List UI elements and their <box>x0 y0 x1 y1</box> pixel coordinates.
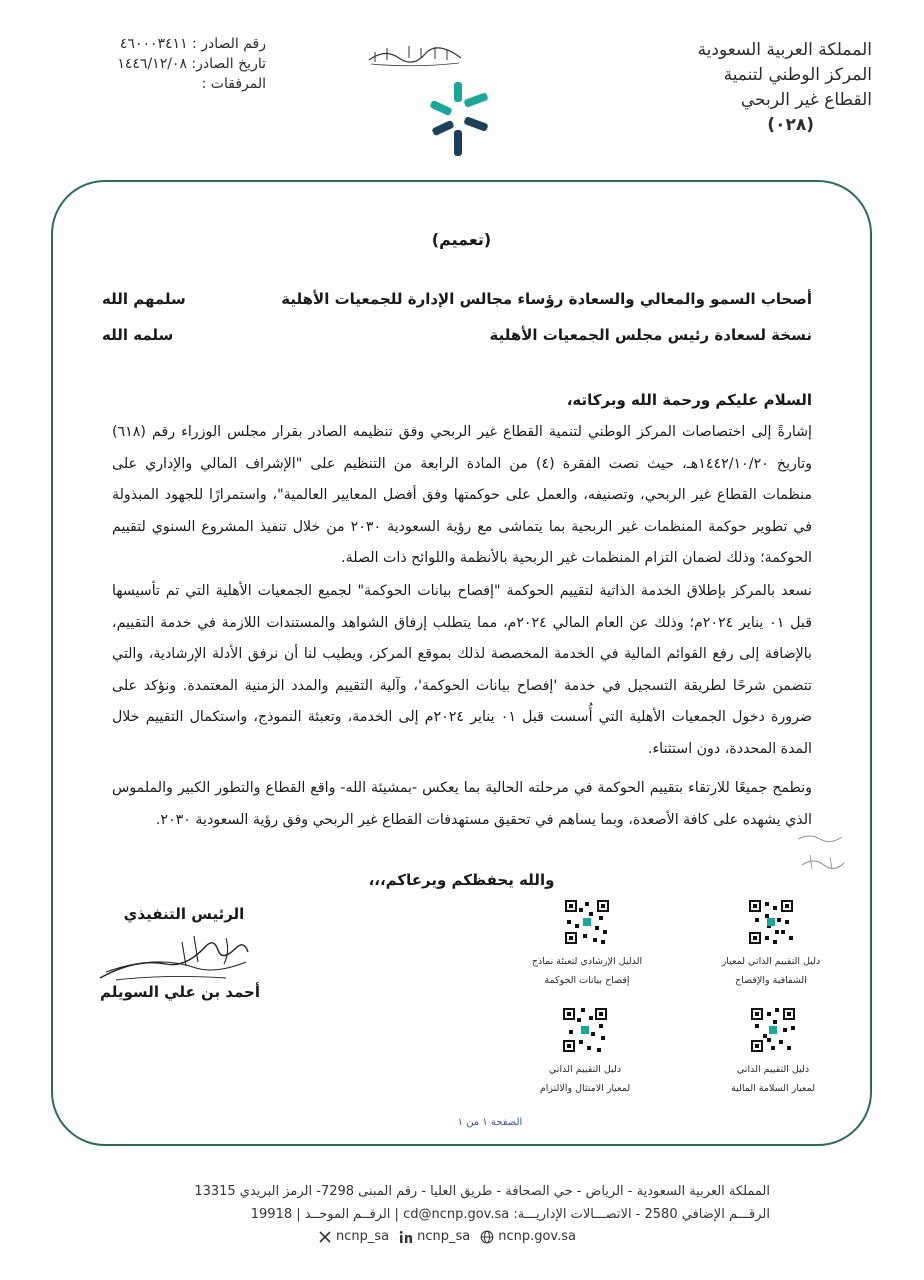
qr-caption-line-1: دليل التقييم الذاتي لمعيار <box>721 956 821 967</box>
addressee-row <box>102 290 812 312</box>
org-name-line-2: القطاع غير الربحي <box>740 90 872 110</box>
addressee-row <box>102 326 812 348</box>
signer-name: أحمد بن علي السويلم <box>100 983 260 1001</box>
social-linkedin-handle: ncnp_sa <box>417 1229 471 1244</box>
qr-code-icon <box>563 898 611 946</box>
attachments: المرفقات : <box>201 76 266 92</box>
body-paragraph: إشارةً إلى اختصاصات المركز الوطني لتنمية القطاع غير الربحي وفق تنظيمه الصادر بقرار مجلس الوزراء رقم (٦١٨) وتاريخ ١٤٤٢/١٠/٢٠هـ، حيث نصت الفقرة (٤) من المادة الرابعة من التنظيم على "الإشراف المالي والإداري على منظمات القطاع غير الربحي، وتصنيفه، والعمل على حوكمتها وفق أفضل المعايير العالمية"، واستمرارًا للجهود المبذولة في تطوير حوكمة المنظمات غير الربحية بما يتماشى مع رؤية السعودية ٢٠٣٠ من خلال تنفيذ المشروع السنوي لتقييم الحوكمة؛ وذلك لضمان التزام المنظمات غير الربحية بالأنظمة واللوائح ذات الصلة. <box>112 424 813 566</box>
handwritten-margin-note <box>790 829 850 877</box>
qr-guide-financial-safety[interactable] <box>698 1006 848 1098</box>
qr-caption-line-1: الدليل الإرشادي لتعبئة نماذج <box>531 956 643 967</box>
qr-code-icon <box>561 1006 609 1054</box>
footer-address: المملكة العربية السعودية - الرياض - حي الصحافة - طريق العليا - رقم المبنى 7298- الرمز البريدي 13315 <box>194 1184 770 1199</box>
qr-code-icon <box>747 898 795 946</box>
qr-guide-transparency[interactable] <box>696 898 846 990</box>
qr-guide-compliance[interactable] <box>510 1006 660 1098</box>
handwritten-signature <box>96 928 256 986</box>
reference-block <box>70 34 266 94</box>
addressee-greeting: سلمه الله <box>102 326 174 344</box>
qr-caption-line-2: لمعيار الامتثال والالتزام <box>539 1083 631 1094</box>
footer-contacts: الرقـــم الإضافي 2580 - الاتصـــالات الإداريـــة: cd@ncnp.gov.sa | الرقــم الموحــد | 19918 <box>250 1207 770 1222</box>
memo-title: (تعميم) <box>431 230 492 249</box>
qr-caption-line-2: الشفافية والإفصاح <box>735 975 807 986</box>
addressee-greeting: سلمهم الله <box>102 290 186 308</box>
globe-icon <box>480 1230 494 1244</box>
closing-line: والله يحفظكم ويرعاكم،،، <box>368 871 555 889</box>
org-name-line-1: المركز الوطني لتنمية <box>723 65 872 85</box>
x-icon <box>318 1230 332 1244</box>
qr-caption-line-1: دليل التقييم الذاتي <box>736 1064 810 1075</box>
basmala-calligraphy <box>365 38 465 68</box>
org-code: (٠٢٨) <box>767 115 814 135</box>
social-x-link[interactable] <box>318 1227 389 1247</box>
qr-guide-disclosure-forms[interactable] <box>512 898 662 990</box>
linkedin-icon <box>399 1230 413 1244</box>
social-linkedin-link[interactable] <box>399 1227 470 1247</box>
addressee-text: أصحاب السمو والمعالي والسعادة رؤساء مجالس الإدارة للجمعيات الأهلية <box>281 290 812 308</box>
signer-title: الرئيس التنفيذي <box>123 905 245 923</box>
qr-caption-line-2: إفصاح بيانات الحوكمة <box>544 975 630 986</box>
qr-caption-line-2: لمعيار السلامة المالية <box>731 1083 815 1094</box>
footer-social <box>318 1227 576 1247</box>
outgoing-number: رقم الصادر : ٤٦٠٠٠٣٤١١ <box>119 36 266 52</box>
page-number: الصفحة ١ من ١ <box>457 1117 523 1128</box>
social-x-handle: ncnp_sa <box>335 1229 390 1244</box>
qr-caption-line-1: دليل التقييم الذاتي <box>548 1064 622 1075</box>
addressee-text: نسخة لسعادة رئيس مجلس الجمعيات الأهلية <box>489 326 812 344</box>
outgoing-date: تاريخ الصادر: ١٤٤٦/١٢/٠٨ <box>117 56 266 72</box>
body-paragraph: ونطمح جميعًا للارتقاء بتقييم الحوكمة في مرحلته الحالية بما يعكس -بمشيئة الله- واقع القطاع والتطور الكبير والملموس الذي يشهده على كافة الأصعدة، وبما يساهم في تحقيق مستهدفات القطاع غير الربحي وفق رؤية السعودية ٢٠٣٠. <box>112 780 812 828</box>
website-url: ncnp.gov.sa <box>498 1229 576 1244</box>
organization-header <box>632 38 872 138</box>
body-paragraph: نسعد بالمركز بإطلاق الخدمة الذاتية لتقييم الحوكمة "إفصاح بيانات الحوكمة" لجميع الجمعيات الأهلية التي تم تأسيسها قبل ٠١ يناير ٢٠٢٤م؛ وذلك عن العام المالي ٢٠٢٤م، مما يتطلب إرفاق الشواهد والمستندات اللازمة في خدمة التقييم، بالإضافة إلى رفع القوائم المالية في الخدمة المخصصة لذلك بموقع المركز، ويطيب لنا أن نرفق الأدلة الإرشادية، والتي تتضمن شرحًا لطريقة التسجيل في خدمة 'إفصاح بيانات الحوكمة'، وآلية التقييم والمدد الزمنية المعتمدة. ونؤكد على ضرورة دخول الجمعيات الأهلية التي أُسست قبل ٠١ يناير ٢٠٢٤م إلى الخدمة، وتعبئة النموذج، واستكمال التقييم خلال المدة المحددة، دون استثناء. <box>112 583 812 757</box>
salutation: السلام عليكم ورحمة الله وبركاته، <box>566 391 812 409</box>
ncnp-logo-icon <box>424 80 494 160</box>
qr-code-icon <box>749 1006 797 1054</box>
website-link[interactable] <box>480 1227 576 1247</box>
org-country: المملكة العربية السعودية <box>697 40 872 60</box>
